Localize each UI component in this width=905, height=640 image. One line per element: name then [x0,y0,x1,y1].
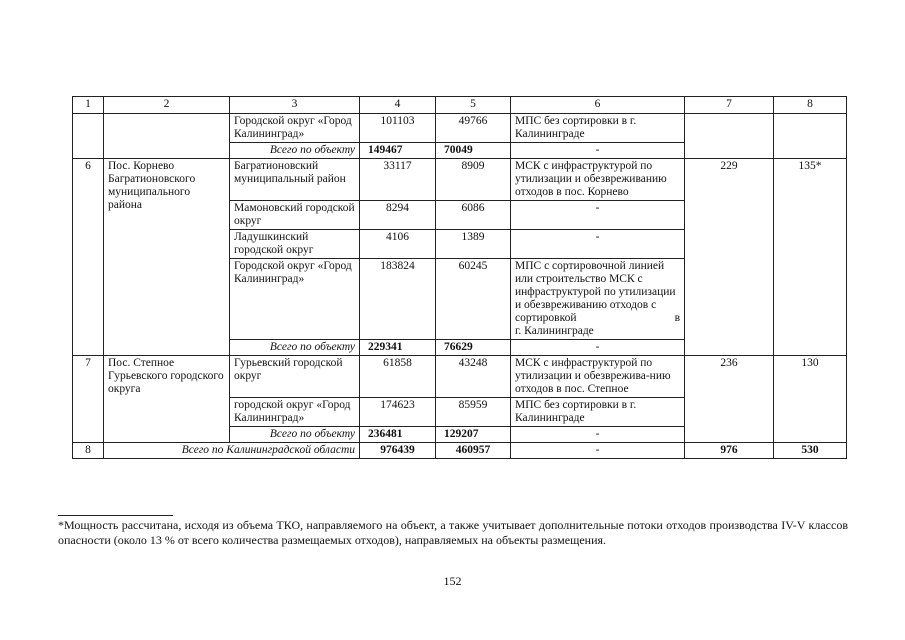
value-col5: 49766 [436,114,511,143]
value-col5: 85959 [436,398,511,427]
total-col4: 149467 [360,143,436,159]
header-cell: 7 [685,97,774,114]
header-cell: 5 [436,97,511,114]
table-row [73,356,847,398]
table-header-row [73,97,847,114]
row-number: 6 [73,159,104,356]
capacity-cell: 229 [685,159,774,356]
total-col4: 236481 [360,427,436,443]
value-col5: 6086 [436,201,511,230]
table-row [73,159,847,201]
waste-objects-table [72,96,847,459]
value-col4: 8294 [360,201,436,230]
territory-cell: Гурьевский городской округ [230,356,360,398]
object-text-tail: в [674,312,680,324]
row-number: 8 [73,443,104,459]
total-object: - [511,143,685,159]
object-cell: МПС без сортировки в г. Калининграде [511,398,685,427]
total-label: Всего по объекту [230,143,360,159]
object-cell: МСК с инфраструктурой по утилизации и обезвреживанию отходов в пос. Корнево [511,159,685,201]
object-cell: - [511,201,685,230]
value-col4: 183824 [360,259,436,340]
footnote-divider [58,515,173,516]
grand-total-share: 530 [774,443,847,459]
share-cell: 130 [774,356,847,443]
territory-cell: городской округ «Город Калининград» [230,398,360,427]
total-object: - [511,427,685,443]
place-cell: Пос. Степное Гурьевского городского округа [104,356,230,443]
grand-total-object: - [511,443,685,459]
cont-num-cell [73,114,104,159]
grand-total-col5: 460957 [436,443,511,459]
total-col5: 76629 [436,340,511,356]
capacity-cell: 236 [685,356,774,443]
footnote: *Мощность рассчитана, исходя из объема ТКО, направляемого на объект, а также учитывает дополнительные потоки отходов производства IV-V классов опасности (около 13 % от всего количества размещаемых отходов), направляемых на объекты размещения. [58,518,848,547]
object-cell: МСК с инфраструктурой по утилизации и обезврежива-нию отходов в пос. Степное [511,356,685,398]
value-col4: 101103 [360,114,436,143]
cont-capacity-cell [685,114,774,159]
table-row [73,114,847,143]
object-cell [511,259,685,340]
header-cell: 1 [73,97,104,114]
territory-cell: Городской округ «Город Калининград» [230,259,360,340]
object-cell: МПС без сортировки в г. Калининграде [511,114,685,143]
header-cell: 3 [230,97,360,114]
place-cell: Пос. Корнево Багратионовского муниципального района [104,159,230,356]
object-text: МПС с сортировочной линией или строительство МСК с инфраструктурой по утилизации и обезвреживанию отходов с сортировкой [515,260,676,324]
value-col5: 60245 [436,259,511,340]
value-col4: 174623 [360,398,436,427]
territory-cell: Багратионовский муниципальный район [230,159,360,201]
grand-total-col4: 976439 [360,443,436,459]
value-col4: 33117 [360,159,436,201]
header-cell: 4 [360,97,436,114]
territory-cell: Мамоновский городской округ [230,201,360,230]
value-col5: 1389 [436,230,511,259]
grand-total-row [73,443,847,459]
header-cell: 2 [104,97,230,114]
header-cell: 8 [774,97,847,114]
total-object: - [511,340,685,356]
value-col4: 4106 [360,230,436,259]
page-number: 152 [443,574,462,588]
grand-total-label: Всего по Калининградской области [104,443,360,459]
value-col5: 43248 [436,356,511,398]
row-number: 7 [73,356,104,443]
value-col5: 8909 [436,159,511,201]
grand-total-capacity: 976 [685,443,774,459]
cont-place-cell [104,114,230,159]
cont-share-cell [774,114,847,159]
header-cell: 6 [511,97,685,114]
territory-cell: Городской округ «Город Калининград» [230,114,360,143]
total-col4: 229341 [360,340,436,356]
share-cell: 135* [774,159,847,356]
object-text-city: г. Калининграде [515,325,594,337]
value-col4: 61858 [360,356,436,398]
object-cell: - [511,230,685,259]
total-label: Всего по объекту [230,340,360,356]
territory-cell: Ладушкинский городской округ [230,230,360,259]
total-col5: 129207 [436,427,511,443]
total-col5: 70049 [436,143,511,159]
total-label: Всего по объекту [230,427,360,443]
